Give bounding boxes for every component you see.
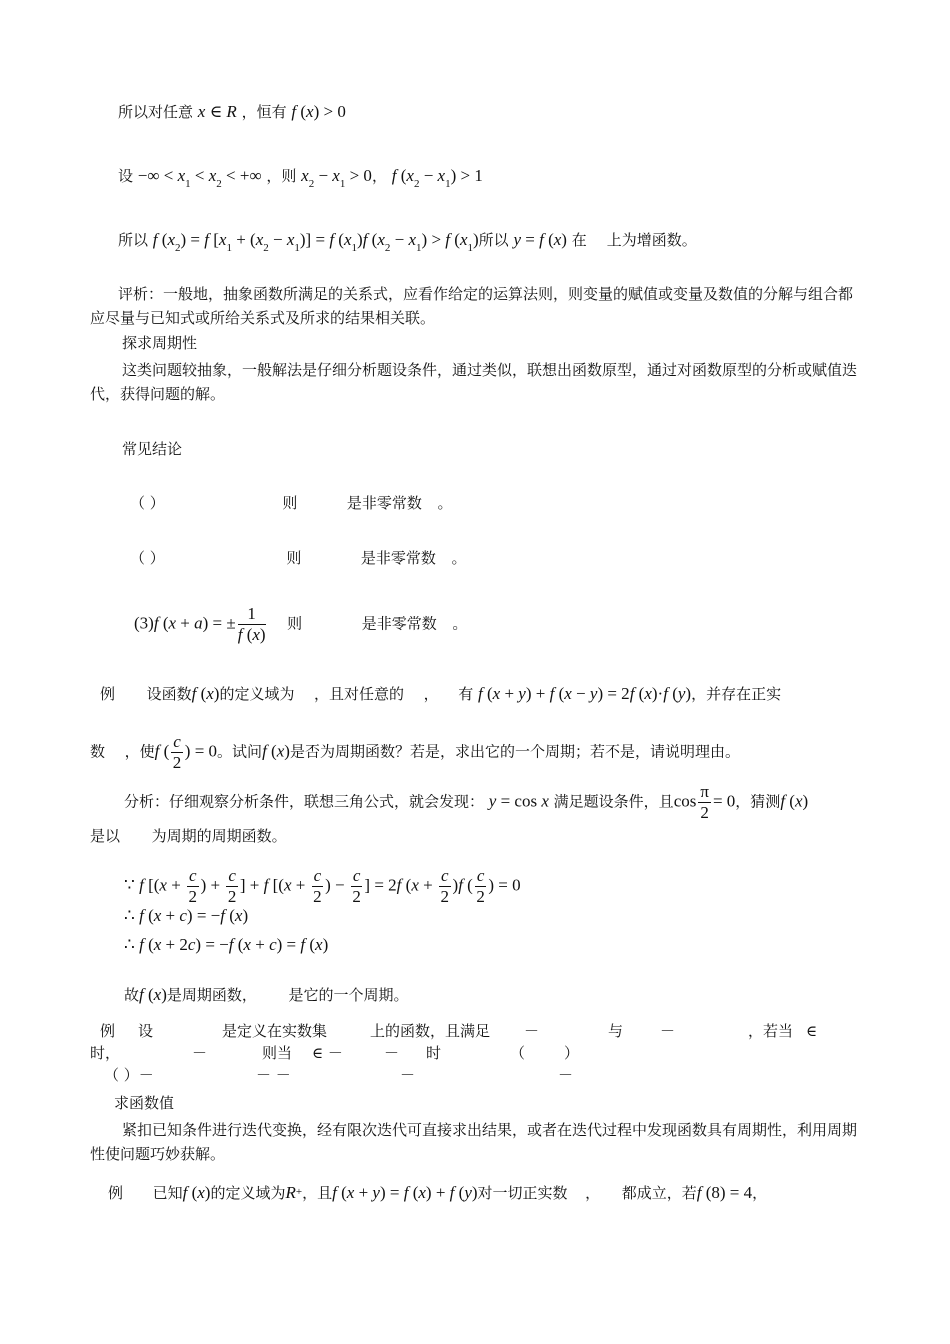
text: 求函数值 xyxy=(114,1094,175,1112)
text: 所以 xyxy=(118,231,149,249)
text: 这类问题较抽象，一般解法是仔细分析题设条件，通过类似，联想出函数原型，通过对函数原型的分析或赋值迭代，获得问题的解。 xyxy=(90,361,858,403)
text: 则 xyxy=(287,614,303,633)
derivation-3: ∴ f (x + 2c) = −f (x + c) = f (x) xyxy=(124,935,329,954)
text: － xyxy=(558,1066,574,1084)
text: 。 xyxy=(437,494,453,512)
text: ， xyxy=(423,685,439,703)
text: 的定义域为 xyxy=(210,1184,286,1202)
text: 的定义域为 xyxy=(219,685,295,703)
text: 在 xyxy=(571,231,587,249)
text: 例 xyxy=(100,685,116,703)
line-3 xyxy=(118,230,697,258)
text: 分析：仔细观察分析条件，联想三角公式，就会发现： xyxy=(124,792,485,811)
text: ，且 xyxy=(302,1184,333,1202)
text: 。 xyxy=(452,614,468,633)
example-1-line-1 xyxy=(100,684,781,704)
fraction: $\frac{c}{2}$ xyxy=(227,866,237,906)
text: － xyxy=(524,1022,540,1040)
text: ，使 xyxy=(124,742,155,761)
fraction: $\frac{\pi}{2}$ xyxy=(700,782,709,822)
line-2 xyxy=(118,166,483,194)
values-body xyxy=(90,1118,860,1166)
text: 与 xyxy=(608,1022,624,1040)
text: ，若当 xyxy=(748,1022,794,1040)
text: 例 xyxy=(108,1184,124,1202)
example-3: 例 已知f (x)的定义域为R+，且f (x + y) = f (x) + f (y)对一切正实数 ， 都成立，若f (8) = 4， xyxy=(108,1183,768,1202)
text: 已知 xyxy=(152,1184,183,1202)
text: － xyxy=(400,1066,416,1084)
text: ，恒有 xyxy=(241,103,287,121)
text: 时， xyxy=(90,1044,121,1062)
periodicity-body xyxy=(90,358,860,406)
text: 所以对任意 xyxy=(118,103,194,121)
conclusion-periodic xyxy=(124,985,408,1005)
text: 有 xyxy=(458,685,474,703)
formula: cos xyxy=(673,791,697,811)
text: ，猜测 xyxy=(735,792,781,811)
text: 对一切正实数 xyxy=(477,1184,568,1202)
text: 。试问 xyxy=(217,742,263,761)
analysis-line-2 xyxy=(90,826,287,846)
formula: = 0 xyxy=(712,791,736,811)
text: 是非零常数 xyxy=(360,549,436,567)
text: ，则 xyxy=(266,167,297,185)
text: 满足题设条件，且 xyxy=(553,792,674,811)
formula: f (x + y) = f (x) + f (y) xyxy=(332,1183,478,1202)
text: 。 xyxy=(451,549,467,567)
text: (3) xyxy=(134,613,154,633)
formula: f ( xyxy=(154,741,170,761)
text: ） xyxy=(564,1044,580,1062)
formula: y = f (x) xyxy=(513,230,567,249)
text: （ ） xyxy=(130,494,165,512)
text: 是以 xyxy=(90,827,121,845)
text: 是定义在实数集 xyxy=(222,1022,328,1040)
formula: f $(x_2 - x_1) > 1$ xyxy=(391,166,483,190)
text: 是它的一个周期。 xyxy=(288,986,409,1004)
text: 则 xyxy=(286,549,302,567)
formula: ) = 0 xyxy=(184,741,218,761)
text: ∈ － xyxy=(312,1044,343,1062)
formula: f (x) xyxy=(139,985,167,1004)
derivation-1: ∵ f [(x + $\frac{c}{2}$ ) + $\frac{c}{2}$ ] + f [(x + $\frac{c}{2}$ ) − $\frac{c}{2}$ ] = 2f (x + $\frac{c}{2}$ )f ( $\frac{c}{2}$ ) = 0 xyxy=(124,866,521,906)
text: 则 xyxy=(282,494,298,512)
text: 是否为周期函数？若是，求出它的一个周期；若不是，请说明理由。 xyxy=(289,742,740,761)
formula: $x_2 - x_1 > 0$ xyxy=(301,166,372,190)
fraction: $\frac{c}{2}$ xyxy=(172,732,182,772)
text: 是周期函数， xyxy=(166,986,257,1004)
text: 是非零常数 xyxy=(361,614,437,633)
formula: f (x) xyxy=(262,741,290,761)
text: － xyxy=(192,1044,208,1062)
formula: f (x) xyxy=(780,791,809,811)
text: － xyxy=(660,1022,676,1040)
derivation-2: ∴ f (x + c) = −f (x) xyxy=(124,906,249,925)
analysis-note xyxy=(90,282,860,330)
text: 都成立，若 xyxy=(621,1184,697,1202)
conclusion-2 xyxy=(130,548,467,568)
text: （ xyxy=(510,1044,526,1062)
text: － － xyxy=(256,1066,291,1084)
text: 上的函数，且满足 xyxy=(370,1022,491,1040)
text: ，且对任意的 xyxy=(314,685,405,703)
analysis-line-1 xyxy=(124,782,808,823)
formula: f (x) xyxy=(182,1183,211,1202)
fraction: $\frac{c}{2}$ xyxy=(476,866,485,906)
formula: y = cos x xyxy=(488,791,549,811)
text: 则当 xyxy=(262,1044,293,1062)
fraction: $\frac{c}{2}$ xyxy=(188,866,198,906)
formula: f (x + a) = ± xyxy=(153,613,236,633)
fraction: $\frac{1}{f (x)}$ xyxy=(237,604,266,644)
fraction: $\frac{c}{2}$ xyxy=(352,866,361,906)
text: 设 xyxy=(138,1022,154,1040)
text: ∈ xyxy=(806,1022,818,1040)
text: 例 xyxy=(100,1022,116,1040)
text: 设函数 xyxy=(146,685,192,703)
text: （ ） xyxy=(130,549,165,567)
text: 时 xyxy=(426,1044,442,1062)
formula: f (x) xyxy=(191,684,220,703)
text: 评析：一般地，抽象函数所满足的关系式，应看作给定的运算法则，则变量的赋值或变量及数值的分解与组合都应尽量与已知式或所给关系式及所求的结果相关联。 xyxy=(90,285,854,327)
text: ，并存在正实 xyxy=(691,685,782,703)
text: 为周期的周期函数。 xyxy=(151,827,287,845)
line-1 xyxy=(118,102,346,122)
example-1-line-2 xyxy=(90,732,740,773)
formula: −∞ < $x_1 < x_2$ < +∞ xyxy=(137,166,262,190)
formula: R+ xyxy=(285,1183,303,1202)
text: （ ）－ xyxy=(104,1066,154,1084)
text: 是非零常数 xyxy=(346,494,422,512)
text: 探求周期性 xyxy=(122,334,198,352)
fraction: $\frac{c}{2}$ xyxy=(440,866,449,906)
formula: f (x) > 0 xyxy=(291,102,346,121)
conclusion-1 xyxy=(130,493,453,513)
section-title-periodicity xyxy=(122,333,197,353)
formula: f (x + y) + f (x − y) = 2f (x)·f (y) xyxy=(478,684,692,703)
text: － xyxy=(384,1044,400,1062)
text: 设 xyxy=(118,167,134,185)
section-title-values xyxy=(114,1093,174,1113)
text: ， xyxy=(371,167,387,185)
common-conclusions-title xyxy=(122,439,182,459)
formula: f (8) = 4 xyxy=(696,1183,753,1202)
text: ， xyxy=(585,1184,601,1202)
text: 数 xyxy=(90,742,106,761)
text: 常见结论 xyxy=(122,440,183,458)
text: 上为增函数。 xyxy=(606,231,697,249)
fraction: $\frac{c}{2}$ xyxy=(313,866,322,906)
formula: f $(x_2) = f$ $[x_1 + (x_2 - x_1)] = f$ $(x_1)f$ $(x_2 - x_1) > f$ $(x_1)$ xyxy=(152,230,479,254)
text: 紧扣已知条件进行迭代变换，经有限次迭代可直接求出结果，或者在迭代过程中发现函数具有周期性，利用周期性使问题巧妙获解。 xyxy=(90,1121,858,1163)
text: 故 xyxy=(124,986,140,1004)
conclusion-3 xyxy=(134,604,467,645)
text: 所以 xyxy=(478,231,509,249)
formula: x ∈ R xyxy=(197,102,237,121)
